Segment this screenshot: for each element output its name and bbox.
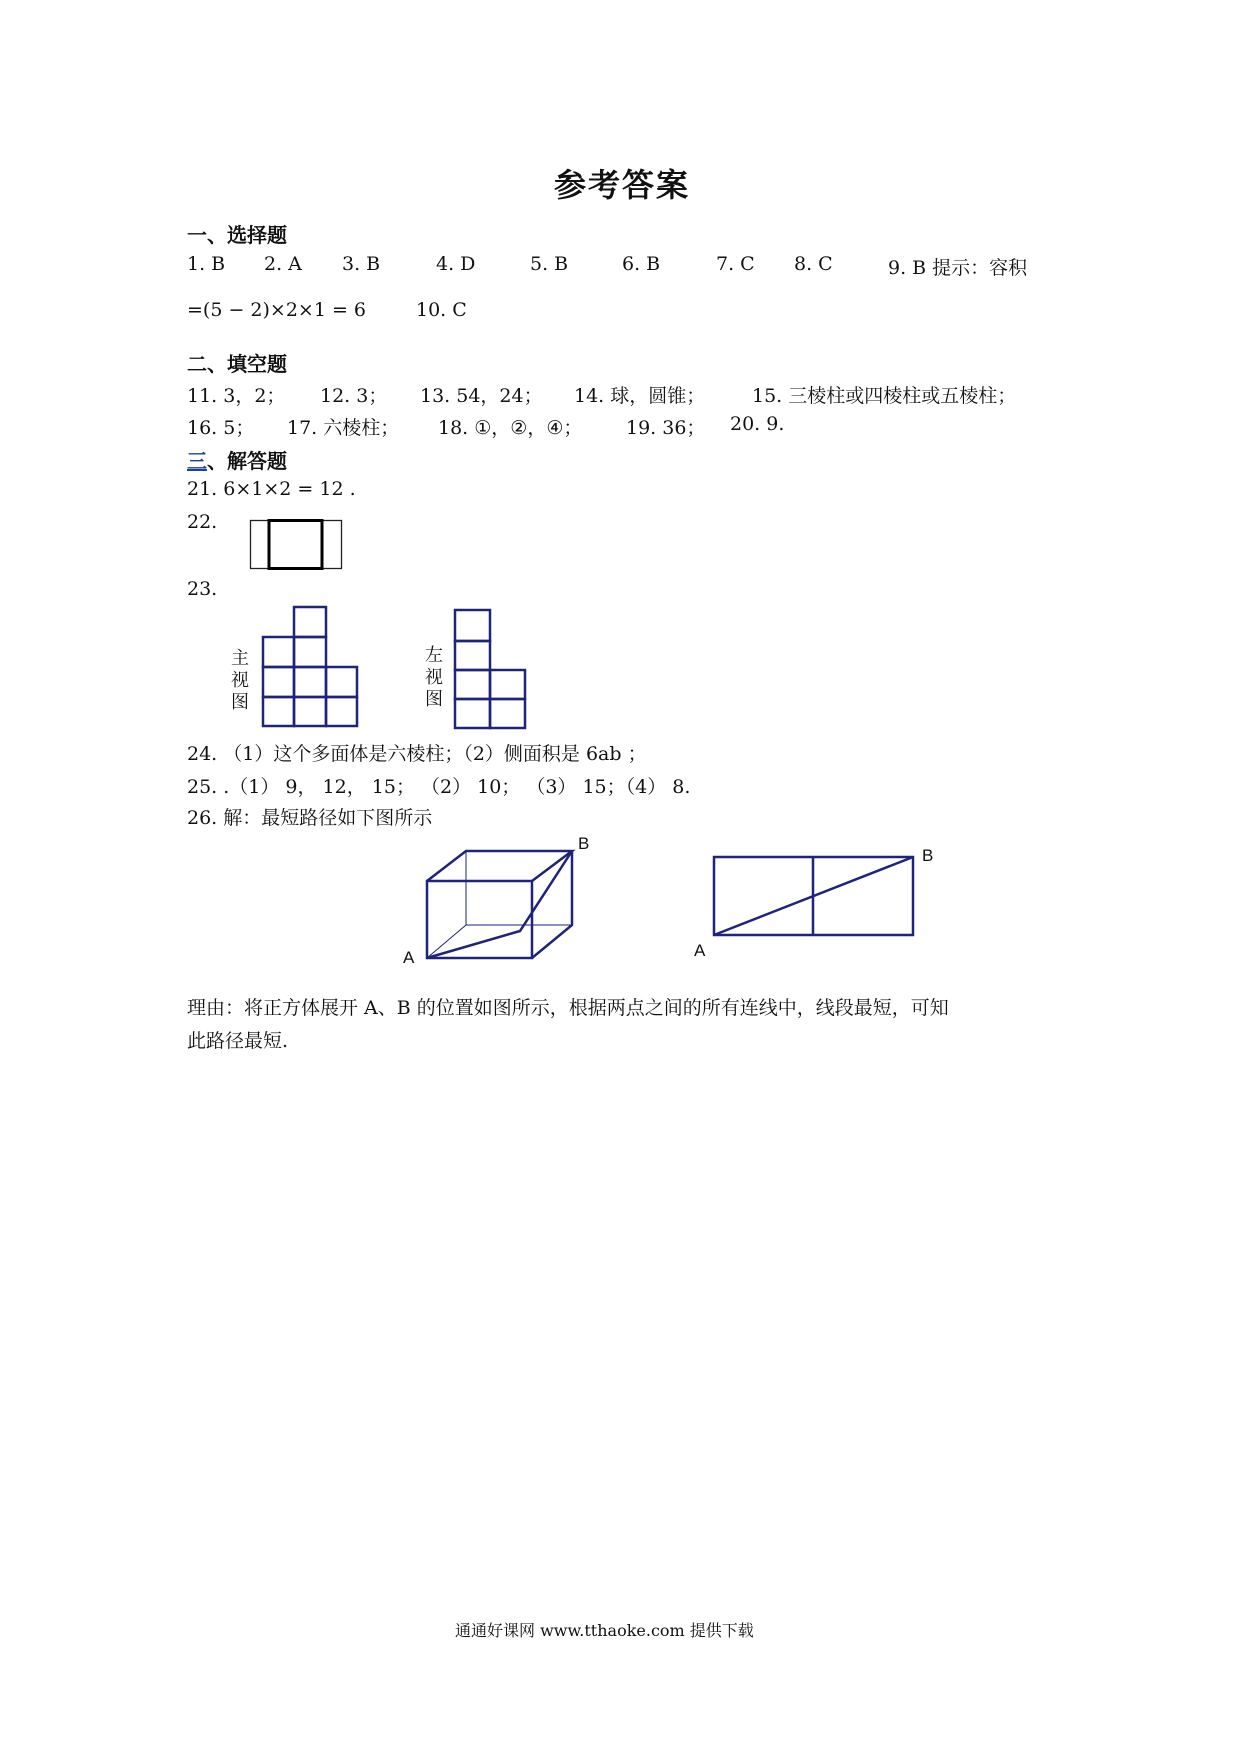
cube-point-b: B bbox=[578, 834, 590, 853]
section-link[interactable]: 三 bbox=[187, 449, 207, 473]
answer-11: 11. 3，2； bbox=[187, 385, 286, 407]
answer-22-figure bbox=[250, 520, 345, 572]
answer-24: 24. （1）这个多面体是六棱柱；（2）侧面积是 6ab ； bbox=[187, 743, 647, 765]
answer-25: 25. .（1） 9， 12， 15； （2） 10； （3） 15；（4） 8. bbox=[187, 776, 691, 798]
reason-line-1: 理由：将正方体展开 A、B 的位置如图所示，根据两点之间的所有连线中，线段最短，可知 bbox=[187, 997, 949, 1019]
answer-10: 10. C bbox=[416, 299, 467, 321]
reason-line-2: 此路径最短. bbox=[187, 1030, 289, 1052]
answer-2: 2. A bbox=[264, 253, 302, 275]
answer-16: 16. 5； bbox=[187, 417, 255, 439]
cube-point-a: A bbox=[403, 948, 415, 967]
unfolded-point-b: B bbox=[922, 846, 934, 865]
answer-9-formula: =(5 − 2)×2×1 = 6 bbox=[187, 299, 367, 321]
front-view-grid bbox=[262, 606, 362, 728]
answer-4: 4. D bbox=[436, 253, 476, 275]
answer-19: 19. 36； bbox=[626, 417, 706, 439]
answer-7: 7. C bbox=[716, 253, 755, 275]
answer-21: 21. 6×1×2 = 12 . bbox=[187, 478, 356, 500]
answer-22-label: 22. bbox=[187, 511, 218, 533]
unfolded-diagram bbox=[710, 855, 920, 945]
answer-14: 14. 球，圆锥； bbox=[574, 385, 706, 407]
section-heading-solve: 三、解答题 bbox=[187, 449, 287, 473]
front-view-label: 主 视 图 bbox=[231, 648, 249, 713]
answer-15: 15. 三棱柱或四棱柱或五棱柱； bbox=[752, 385, 1017, 407]
answer-8: 8. C bbox=[794, 253, 833, 275]
unfolded-point-a: A bbox=[694, 941, 706, 960]
answer-5: 5. B bbox=[530, 253, 569, 275]
answer-1: 1. B bbox=[187, 253, 226, 275]
section-heading-choice: 一、选择题 bbox=[187, 223, 287, 247]
answer-23-label: 23. bbox=[187, 578, 218, 600]
answer-26: 26. 解：最短路径如下图所示 bbox=[187, 807, 433, 829]
answer-17: 17. 六棱柱； bbox=[287, 417, 400, 439]
answer-3: 3. B bbox=[342, 253, 381, 275]
left-view-grid bbox=[454, 609, 527, 731]
answer-12: 12. 3； bbox=[320, 385, 388, 407]
left-view-label: 左 视 图 bbox=[425, 645, 443, 710]
answer-9: 9. B 提示：容积 bbox=[888, 257, 1028, 279]
answer-13: 13. 54，24； bbox=[420, 385, 543, 407]
page-title: 参考答案 bbox=[554, 166, 691, 204]
page-footer: 通通好课网 www.tthaoke.com 提供下载 bbox=[455, 1621, 754, 1640]
cube-diagram bbox=[400, 830, 600, 970]
answer-6: 6. B bbox=[622, 253, 661, 275]
answer-20: 20. 9. bbox=[730, 413, 785, 435]
answer-18: 18. ①，②，④； bbox=[438, 417, 583, 439]
section-heading-fill: 二、填空题 bbox=[187, 352, 287, 376]
